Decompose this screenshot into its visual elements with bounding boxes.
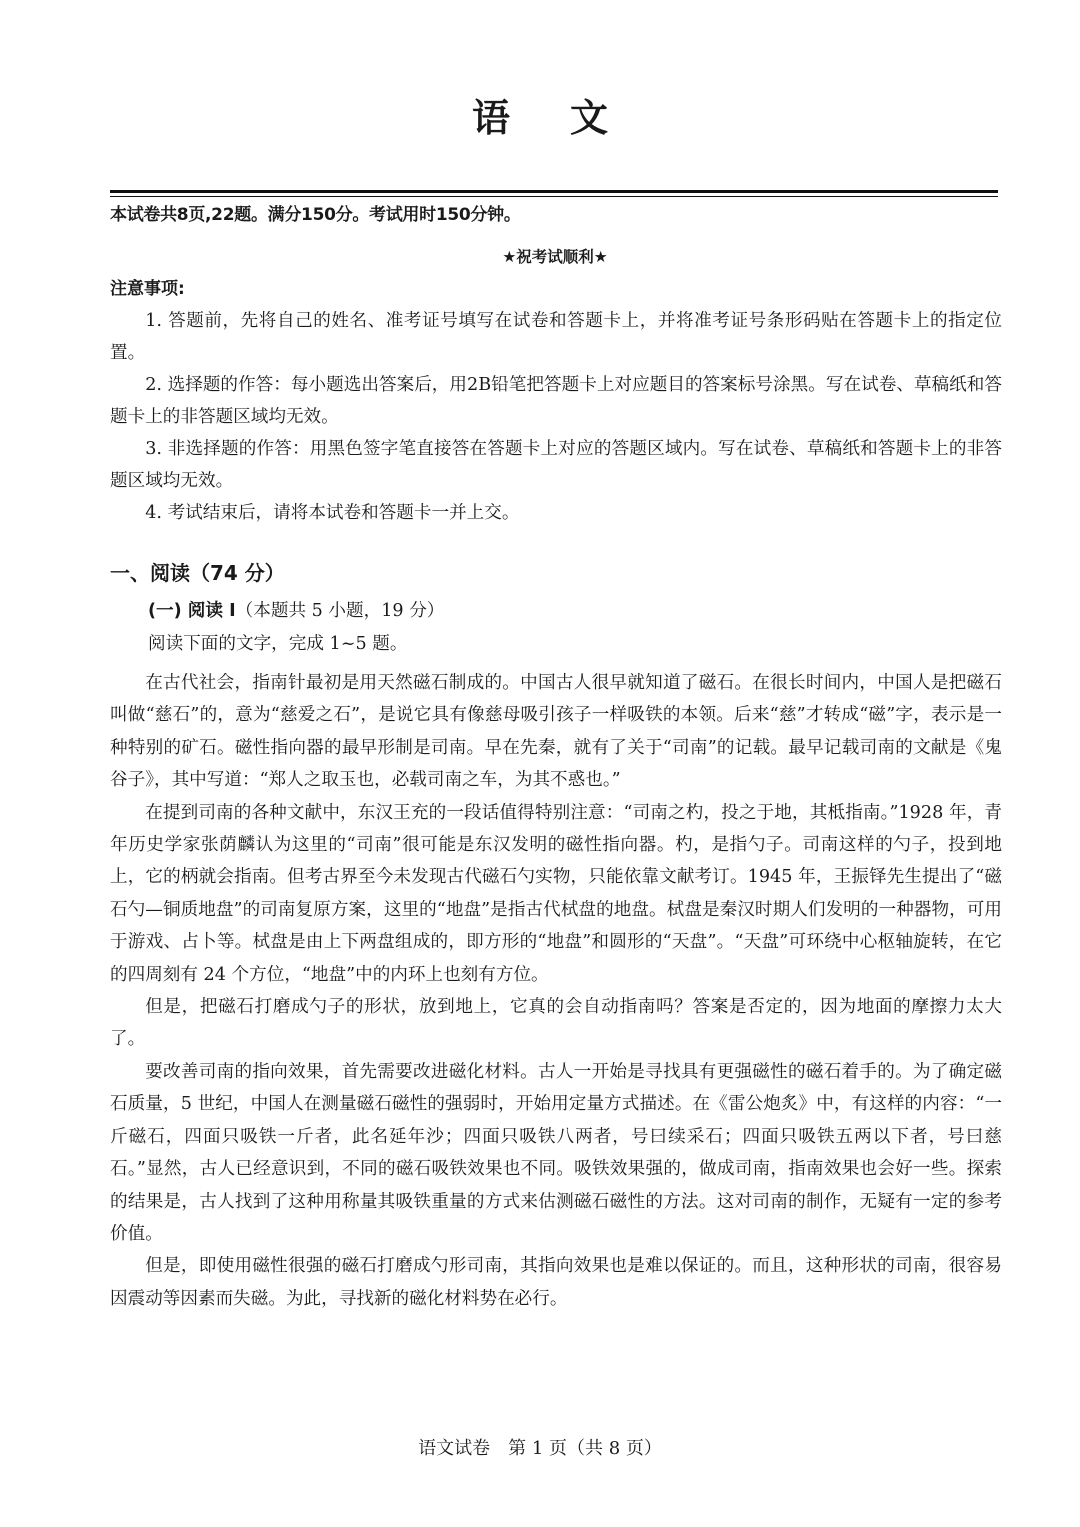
notice-item: 1. 答题前，先将自己的姓名、准考证号填写在试卷和答题卡上，并将准考证号条形码贴在答题卡上的指定位置。 <box>110 311 1002 363</box>
header-rule-thin <box>110 196 998 197</box>
notice-list <box>110 305 1002 529</box>
exam-info: 本试卷共8页,22题。满分150分。考试用时150分钟。 <box>110 205 521 225</box>
good-luck-banner: ★祝考试顺利★ <box>502 248 608 266</box>
page-title: 语文 <box>471 96 668 140</box>
notice-item: 3. 非选择题的作答：用黑色签字笔直接答在答题卡上对应的答题区域内。写在试卷、草稿纸和答题卡上的非答题区域均无效。 <box>110 439 1002 491</box>
page-footer: 语文试卷 第 1 页（共 8 页） <box>418 1438 662 1459</box>
header-rule-thick <box>110 190 998 193</box>
passage-paragraph: 要改善司南的指向效果，首先需要改进磁化材料。古人一开始是寻找具有更强磁性的磁石着手的。为了确定磁石质量，5 世纪，中国人在测量磁石磁性的强弱时，开始用定量方式描述。在《雷公炮炙》中，有这样的内容：“一斤磁石，四面只吸铁一斤者，此名延年沙；四面只吸铁八两者，号曰续采石；四面只吸铁五两以下者，号曰慈石。”显然，古人已经意识到，不同的磁石吸铁效果也不同。吸铁效果强的，做成司南，指南效果也会好一些。探索的结果是，古人找到了这种用称量其吸铁重量的方式来估测磁石磁性的方法。这对司南的制作，无疑有一定的参考价值。 <box>110 1061 1002 1244</box>
notice-heading: 注意事项: <box>110 279 185 299</box>
sub-heading <box>148 596 444 626</box>
reading-passage <box>110 667 1002 1315</box>
passage-paragraph: 但是，把磁石打磨成勺子的形状，放到地上，它真的会自动指南吗？答案是否定的，因为地面的摩擦力太大了。 <box>110 997 1002 1050</box>
section-heading: 一、阅读（74 分） <box>110 561 285 585</box>
notice-item: 4. 考试结束后，请将本试卷和答题卡一并上交。 <box>145 503 520 523</box>
sub-heading-title: (一) 阅读 I <box>148 601 236 621</box>
passage-paragraph: 在古代社会，指南针最初是用天然磁石制成的。中国古人很早就知道了磁石。在很长时间内，中国人是把磁石叫做“慈石”的，意为“慈爱之石”，是说它具有像慈母吸引孩子一样吸铁的本领。后来“慈”才转成“磁”字，表示是一种特别的矿石。磁性指向器的最早形制是司南。早在先秦，就有了关于“司南”的记载。最早记载司南的文献是《鬼谷子》，其中写道：“郑人之取玉也，必载司南之车，为其不惑也。” <box>110 673 1002 791</box>
passage-paragraph: 在提到司南的各种文献中，东汉王充的一段话值得特别注意：“司南之杓，投之于地，其柢指南。”1928 年，青年历史学家张荫麟认为这里的“司南”很可能是东汉发明的磁性指向器。杓，是指勺子。司南这样的勺子，投到地上，它的柄就会指南。但考古界至今未发现古代磁石勺实物，只能依靠文献考订。1945 年，王振铎先生提出了“磁石勺—铜质地盘”的司南复原方案，这里的“地盘”是指古代栻盘的地盘。栻盘是秦汉时期人们发明的一种器物，可用于游戏、占卜等。栻盘是由上下两盘组成的，即方形的“地盘”和圆形的“天盘”。“天盘”可环绕中心枢轴旋转，在它的四周刻有 24 个方位，“地盘”中的内环上也刻有方位。 <box>110 802 1002 985</box>
reading-instruction: 阅读下面的文字，完成 1~5 题。 <box>148 634 408 654</box>
notice-item: 2. 选择题的作答：每小题选出答案后，用2B铅笔把答题卡上对应题目的答案标号涂黑。写在试卷、草稿纸和答题卡上的非答题区域均无效。 <box>110 375 1002 427</box>
sub-heading-detail: （本题共 5 小题，19 分） <box>235 601 445 621</box>
passage-paragraph: 但是，即使用磁性很强的磁石打磨成勺形司南，其指向效果也是难以保证的。而且，这种形状的司南，很容易因震动等因素而失磁。为此，寻找新的磁化材料势在必行。 <box>110 1256 1002 1309</box>
